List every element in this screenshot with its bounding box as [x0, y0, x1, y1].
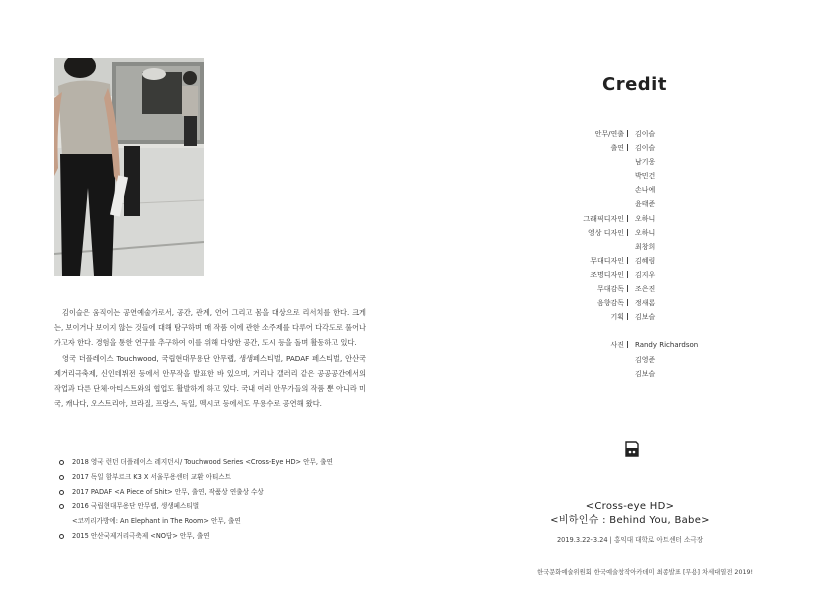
credit-row [560, 214, 720, 228]
credit-separator [627, 257, 628, 264]
performance-photo [54, 58, 204, 276]
credit-row [560, 369, 720, 383]
credit-name: 오하니 [635, 228, 656, 237]
credit-separator [627, 130, 628, 137]
show-title [520, 500, 740, 528]
credit-row [560, 242, 720, 256]
credits-list [560, 129, 720, 383]
credit-row [560, 355, 720, 369]
credit-row [560, 284, 720, 298]
credit-row [560, 270, 720, 284]
show-date-venue: 2019.3.22-3.24 | 홍익대 대학로 아트센터 소극장 [556, 536, 704, 544]
credit-name: 김영준 [635, 355, 656, 364]
credit-name: 윤태준 [635, 200, 656, 209]
credit-name: 조은진 [635, 285, 656, 294]
credit-row [560, 129, 720, 143]
history-item: 2017 PADAF <A Piece of Shit> 안무, 출연, 작품상 연출상 수상 [58, 485, 368, 500]
bullet-icon [59, 475, 64, 480]
credit-row [560, 199, 720, 213]
credit-separator [627, 285, 628, 292]
credit-row [560, 312, 720, 326]
credit-separator [627, 341, 628, 348]
artist-bio [54, 305, 366, 411]
credit-name: 김지우 [635, 270, 656, 279]
credit-name: 김이슬 [635, 144, 656, 153]
company-logo-icon [625, 441, 639, 461]
credit-name: 김혜림 [635, 256, 656, 265]
history-item: 2017 독일 함부르크 K3 X 서울무용센터 교환 아티스트 [58, 470, 368, 485]
bullet-icon [59, 460, 64, 465]
credit-role: 기획 [610, 313, 624, 322]
credit-role: 조명디자인 [590, 270, 624, 279]
credit-role: 영상 디자인 [587, 228, 624, 237]
credit-name: 정새롬 [635, 299, 656, 308]
credit-name: 최창희 [635, 242, 656, 251]
credit-name: 김보슬 [635, 369, 656, 378]
credit-separator [627, 299, 628, 306]
credit-name: Randy Richardson [635, 341, 699, 350]
credit-row [560, 185, 720, 199]
bullet-icon [59, 490, 64, 495]
credit-row [560, 143, 720, 157]
credit-row [560, 228, 720, 242]
credit-row [560, 340, 720, 354]
credit-row [560, 157, 720, 171]
bullet-icon [59, 504, 64, 509]
credit-role: 음향감독 [596, 299, 624, 308]
show-title-line: <비하인슈 : Behind You, Babe> [550, 515, 710, 526]
credit-role: 출연 [610, 144, 624, 153]
bio-paragraph: 김이슬은 움직이는 공연예술가로서, 공간, 관계, 언어 그리고 몸을 대상으로 리서치를 한다. 크게는, 보이거나 보이지 않는 것들에 대해 탐구하며 매 작품 이에 관한 소주제를 다루어 다각도로 풀어나가고자 한다. 경험을 통한 연구를 추구하여 이를 위해 다양한 공간, 도시 등을 돌며 활동하고 있다. [54, 308, 366, 348]
bio-paragraph: 영국 더플레이스 Touchwood, 국립현대무용단 안무랩, 생생페스티벌, PADAF 페스티벌, 안산국제거리극축제, 신인데뷔전 등에서 안무작을 발표한 바 있으며, 거리나 갤러리 같은 공공공간에서의 작업과 다른 단체·아티스트와의 협업도 활발하게 하고 있다. 국내 여러 안무가들의 작품 뿐 아니라 미국, 캐나다, 오스트리아, 브라질, 프랑스, 독일, 멕시코 등에서도 무용수로 공연해 왔다. [54, 353, 366, 409]
credit-row [560, 171, 720, 185]
credit-name: 박민건 [635, 172, 656, 181]
credit-role: 사진 [610, 341, 624, 350]
show-title-line: <Cross-eye HD> [585, 501, 675, 512]
credit-role: 그래픽디자인 [583, 214, 624, 223]
credit-role: 안무/연출 [594, 130, 624, 138]
history-item: <코끼리가방에: An Elephant in The Room> 안무, 출연 [72, 517, 241, 526]
history-item: 2016 국립현대무용단 안무랩, 생생페스티벌 [58, 499, 368, 514]
page-footer: 한국문화예술위원회 한국예술창작아카데미 최종발표 [무용] 차세대열전 2019! [537, 569, 753, 576]
credit-name: 김보슬 [635, 313, 656, 322]
credit-name: 남기웅 [635, 158, 656, 167]
credit-role: 무대디자인 [590, 256, 624, 265]
history-item: 2015 안산국제거리극축제 <NO답> 안무, 출연 [58, 529, 368, 544]
credit-row [560, 298, 720, 312]
credit-separator [627, 215, 628, 222]
credit-heading: Credit [602, 74, 667, 95]
credit-name: 손나예 [635, 186, 656, 195]
credit-separator [627, 229, 628, 236]
credit-row [560, 326, 720, 340]
history-item: 2018 영국 런던 더플레이스 레지던시/ Touchwood Series <Cross-Eye HD> 안무, 출연 [58, 455, 368, 470]
credit-name: 오하니 [635, 214, 656, 223]
credit-separator [627, 313, 628, 320]
career-history-list [58, 455, 368, 544]
credit-separator [627, 271, 628, 278]
credit-role: 무대감독 [596, 285, 624, 294]
credit-separator [627, 144, 628, 151]
credit-name: 김이슬 [635, 130, 656, 138]
credit-row [560, 256, 720, 270]
bullet-icon [59, 534, 64, 539]
